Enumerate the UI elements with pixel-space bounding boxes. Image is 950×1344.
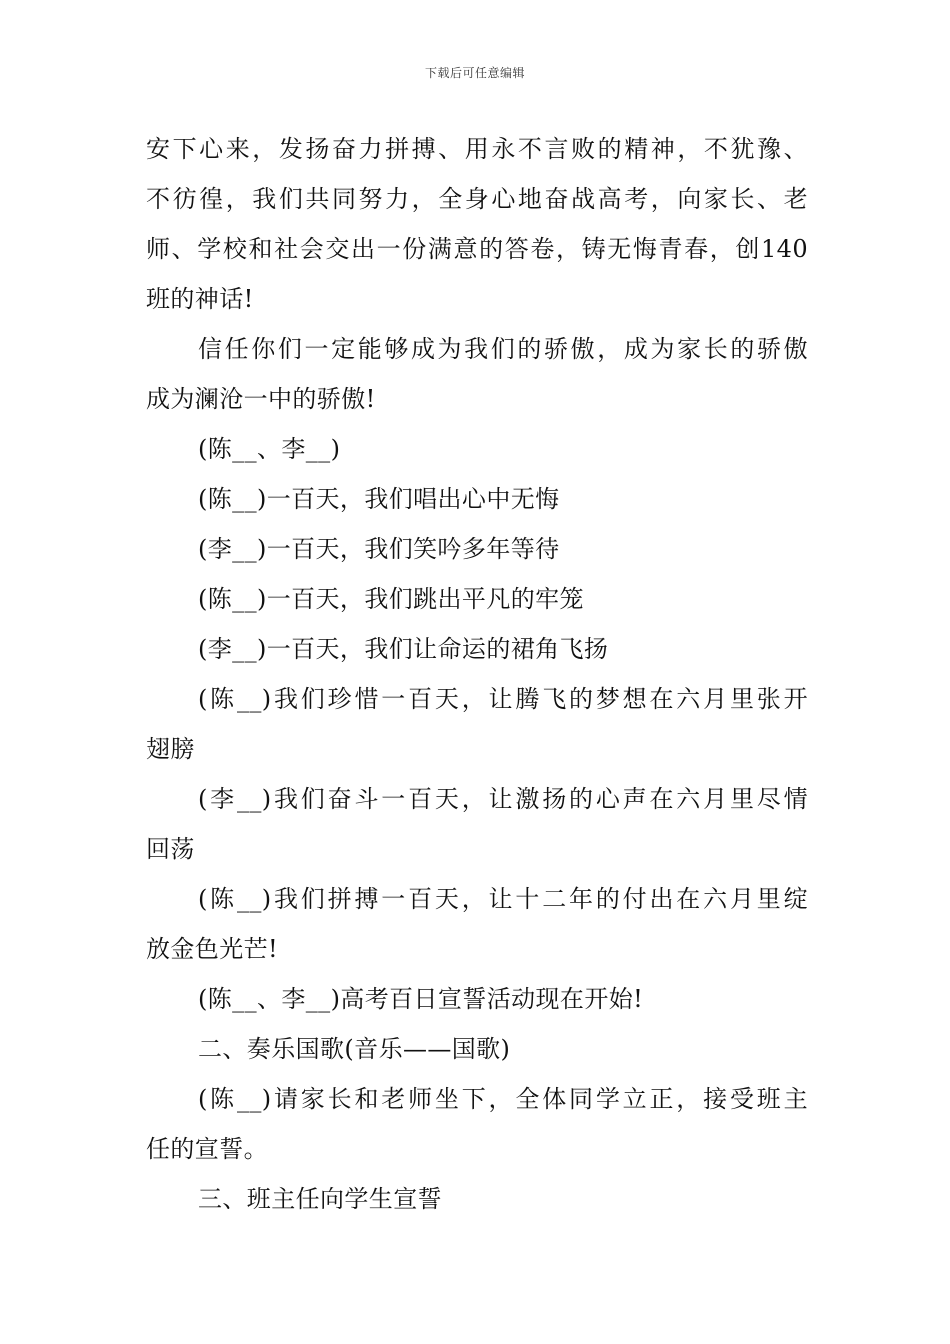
text-line: 回荡 — [146, 835, 195, 863]
text-line: 成为澜沧一中的骄傲! — [146, 385, 376, 413]
section-heading: 二、奏乐国歌(音乐——国歌) — [198, 1035, 511, 1063]
speaker-line: (陈__)我们珍惜一百天，让腾飞的梦想在六月里张开 — [198, 685, 808, 713]
speaker-line: (李__)一百天，我们笑吟多年等待 — [198, 535, 560, 563]
text-line: 不彷徨，我们共同努力，全身心地奋战高考，向家长、老 — [146, 185, 808, 213]
text-line: 信任你们一定能够成为我们的骄傲，成为家长的骄傲 — [198, 335, 808, 363]
text-line: 翅膀 — [146, 735, 195, 763]
speaker-line: (陈__)一百天，我们跳出平凡的牢笼 — [198, 585, 584, 613]
text-line: 班的神话! — [146, 285, 254, 313]
section-heading: 三、班主任向学生宣誓 — [198, 1185, 442, 1213]
speaker-line: (陈__)请家长和老师坐下，全体同学立正，接受班主 — [198, 1085, 808, 1113]
document-body — [146, 124, 808, 1224]
text-line: 放金色光芒! — [146, 935, 279, 963]
page-header: 下载后可任意编辑 — [424, 66, 525, 80]
speaker-line: (陈__、李__) — [198, 435, 341, 463]
text-line: 任的宣誓。 — [146, 1135, 268, 1163]
speaker-line: (陈__)我们拼搏一百天，让十二年的付出在六月里绽 — [198, 885, 808, 913]
speaker-line: (李__)一百天，我们让命运的裙角飞扬 — [198, 635, 609, 663]
text-line: 安下心来，发扬奋力拼搏、用永不言败的精神，不犹豫、 — [146, 135, 808, 163]
speaker-line: (陈__、李__)高考百日宣誓活动现在开始! — [198, 985, 644, 1013]
speaker-line: (陈__)一百天，我们唱出心中无悔 — [198, 485, 560, 513]
speaker-line: (李__)我们奋斗一百天，让激扬的心声在六月里尽情 — [198, 785, 808, 813]
text-line: 师、学校和社会交出一份满意的答卷，铸无悔青春，创140 — [146, 235, 808, 263]
